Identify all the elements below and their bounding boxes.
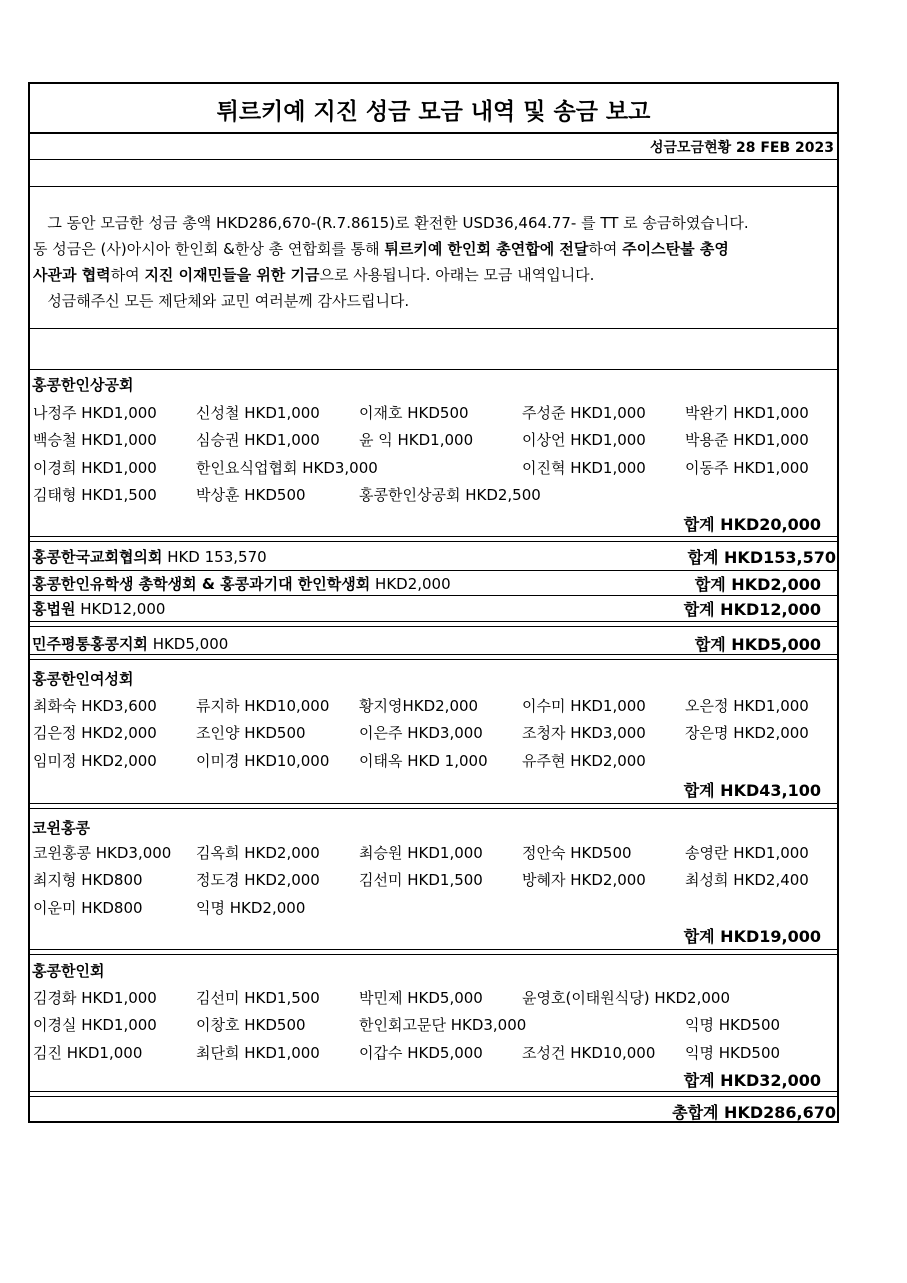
- org-amount-church: HKD 153,570: [162, 548, 267, 566]
- divider: [30, 621, 837, 622]
- donor-entry: 이동주 HKD1,000: [685, 458, 809, 477]
- section-title-korean-assoc: 홍콩한인회: [32, 962, 105, 980]
- divider: [30, 808, 837, 809]
- donor-entry: 조성건 HKD10,000: [522, 1043, 656, 1062]
- divider: [30, 803, 837, 804]
- divider: [30, 595, 837, 596]
- divider: [30, 132, 837, 134]
- donor-entry: 조인양 HKD500: [196, 724, 306, 743]
- grand-total: 총합계 HKD286,670: [672, 1103, 836, 1122]
- donor-entry: 익명 HKD500: [685, 1043, 781, 1062]
- intro-emphasis: 지진 이재민들을 위한 기금: [144, 266, 320, 284]
- donor-entry: 이상언 HKD1,000: [522, 431, 646, 450]
- divider: [30, 328, 837, 329]
- donor-entry: 이갑수 HKD5,000: [359, 1043, 483, 1062]
- donor-entry: 최승원 HKD1,000: [359, 844, 483, 862]
- org-name-temple: 홍법원: [32, 600, 76, 618]
- section-title-women: 홍콩한인여성회: [32, 670, 134, 688]
- donor-entry: 김선미 HKD1,500: [359, 871, 483, 890]
- donor-entry: 정안숙 HKD500: [522, 844, 632, 862]
- donor-entry: 김태형 HKD1,500: [33, 485, 157, 504]
- donor-entry: 한인회고문단 HKD3,000: [359, 1016, 527, 1035]
- row-unification: [32, 633, 228, 654]
- report-title: 튀르키예 지진 성금 모금 내역 및 송금 보고: [216, 99, 651, 125]
- donor-entry: 윤영호(이태원식당) HKD2,000: [522, 989, 731, 1007]
- section-total-unification: 합계 HKD5,000: [694, 635, 821, 654]
- divider: [30, 659, 837, 660]
- divider: [30, 954, 837, 955]
- org-amount-students: HKD2,000: [370, 575, 451, 593]
- section-total-chamber: 합계 HKD20,000: [683, 515, 821, 534]
- org-name-students: 홍콩한인유학생 총학생회 & 홍콩과기대 한인학생회: [32, 575, 371, 593]
- divider: [30, 949, 837, 950]
- donor-entry: 이태옥 HKD 1,000: [359, 751, 488, 770]
- status-date: 성금모금현황 28 FEB 2023: [649, 140, 834, 156]
- intro-text: 으로 사용됩니다. 아래는 모금 내역입니다.: [319, 266, 595, 284]
- donor-entry: 최성희 HKD2,400: [685, 871, 809, 890]
- intro-line-1: 그 동안 모금한 성금 총액 HKD286,670-(R.7.8615)로 환전한 USD36,464.77- 를 TT 로 송금하였습니다.: [47, 214, 749, 232]
- donor-entry: 송영란 HKD1,000: [685, 844, 809, 862]
- divider: [30, 159, 837, 160]
- donor-entry: 신성철 HKD1,000: [196, 404, 320, 422]
- donor-entry: 방혜자 HKD2,000: [522, 871, 646, 890]
- donor-entry: 김은정 HKD2,000: [33, 724, 157, 743]
- intro-emphasis: 사관과 협력: [33, 266, 111, 284]
- donor-entry: 윤 익 HKD1,000: [359, 431, 474, 450]
- donor-entry: 주성준 HKD1,000: [522, 404, 646, 422]
- donor-entry: 이은주 HKD3,000: [359, 724, 483, 743]
- section-title-kowin: 코윈홍콩: [32, 819, 90, 837]
- intro-paragraph: [33, 210, 838, 314]
- donor-entry: 김경화 HKD1,000: [33, 989, 157, 1007]
- donor-entry: 김선미 HKD1,500: [196, 989, 320, 1007]
- section-title-chamber: 홍콩한인상공회: [32, 376, 134, 394]
- org-name-church: 홍콩한국교회협의회: [32, 548, 163, 566]
- section-total-korean-assoc: 합계 HKD32,000: [683, 1071, 821, 1090]
- intro-emphasis: 튀르키예 한인회 총연합에 전달: [384, 240, 589, 258]
- intro-text: 하여: [588, 240, 623, 258]
- intro-emphasis: 주이스탄불 총영: [622, 240, 729, 258]
- row-church: [32, 546, 267, 567]
- donor-entry: 이경희 HKD1,000: [33, 458, 157, 477]
- divider: [30, 186, 837, 187]
- divider: [30, 570, 837, 571]
- donor-entry: 최단희 HKD1,000: [196, 1043, 320, 1062]
- donor-entry: 이운미 HKD800: [33, 898, 143, 917]
- donor-entry: 오은정 HKD1,000: [685, 697, 809, 715]
- donor-entry: 정도경 HKD2,000: [196, 871, 320, 890]
- org-amount-unification: HKD5,000: [147, 635, 229, 653]
- section-total-temple: 합계 HKD12,000: [683, 600, 821, 619]
- donor-entry: 최지형 HKD800: [33, 871, 143, 890]
- donor-entry: 이경실 HKD1,000: [33, 1016, 157, 1035]
- donor-entry: 익명 HKD2,000: [196, 898, 306, 917]
- donor-entry: 김옥희 HKD2,000: [196, 844, 320, 862]
- donor-entry: 유주현 HKD2,000: [522, 751, 646, 770]
- section-total-students: 합계 HKD2,000: [694, 575, 821, 594]
- donor-entry: 류지하 HKD10,000: [196, 697, 330, 715]
- donor-entry: 익명 HKD500: [685, 1016, 781, 1035]
- divider: [30, 654, 837, 655]
- intro-text: 하여: [110, 266, 145, 284]
- donor-entry: 백승철 HKD1,000: [33, 431, 157, 450]
- donor-entry: 박완기 HKD1,000: [685, 404, 809, 422]
- org-name-unification: 민주평통홍콩지회: [32, 635, 148, 653]
- donor-entry: 이수미 HKD1,000: [522, 697, 646, 715]
- divider: [30, 369, 837, 370]
- donor-entry: 박민제 HKD5,000: [359, 989, 483, 1007]
- divider: [30, 1091, 837, 1092]
- report-sheet: [28, 82, 839, 1123]
- donor-entry: 이창호 HKD500: [196, 1016, 306, 1035]
- donor-entry: 박상훈 HKD500: [196, 485, 306, 504]
- divider: [30, 1096, 837, 1097]
- section-total-kowin: 합계 HKD19,000: [683, 927, 821, 946]
- donor-entry: 황지영HKD2,000: [359, 697, 479, 715]
- donor-entry: 최화숙 HKD3,600: [33, 697, 157, 715]
- donor-entry: 홍콩한인상공회 HKD2,500: [359, 485, 541, 504]
- donor-entry: 이미경 HKD10,000: [196, 751, 330, 770]
- divider: [30, 536, 837, 537]
- donor-entry: 장은명 HKD2,000: [685, 724, 809, 743]
- divider: [30, 541, 837, 542]
- donor-entry: 나정주 HKD1,000: [33, 404, 157, 422]
- intro-text: 동 성금은 (사)아시아 한인회 &한상 총 연합회를 통해: [33, 240, 385, 258]
- donor-entry: 박용준 HKD1,000: [685, 431, 809, 450]
- donor-entry: 심승권 HKD1,000: [196, 431, 320, 450]
- donor-entry: 이진혁 HKD1,000: [522, 458, 646, 477]
- donor-entry: 조청자 HKD3,000: [522, 724, 646, 743]
- donor-entry: 한인요식업협회 HKD3,000: [196, 458, 378, 477]
- section-total-women: 합계 HKD43,100: [683, 781, 821, 800]
- intro-line-4: 성금해주신 모든 제단체와 교민 여러분께 감사드립니다.: [47, 292, 410, 310]
- donor-entry: 임미정 HKD2,000: [33, 751, 157, 770]
- donor-entry: 이재호 HKD500: [359, 404, 469, 422]
- donor-entry: 코윈홍콩 HKD3,000: [33, 844, 172, 862]
- row-students: [32, 573, 451, 594]
- divider: [30, 626, 837, 627]
- donor-entry: 김진 HKD1,000: [33, 1043, 143, 1062]
- section-total-church: 합계 HKD153,570: [687, 548, 836, 567]
- org-amount-temple: HKD12,000: [75, 600, 166, 618]
- row-temple: [32, 598, 165, 619]
